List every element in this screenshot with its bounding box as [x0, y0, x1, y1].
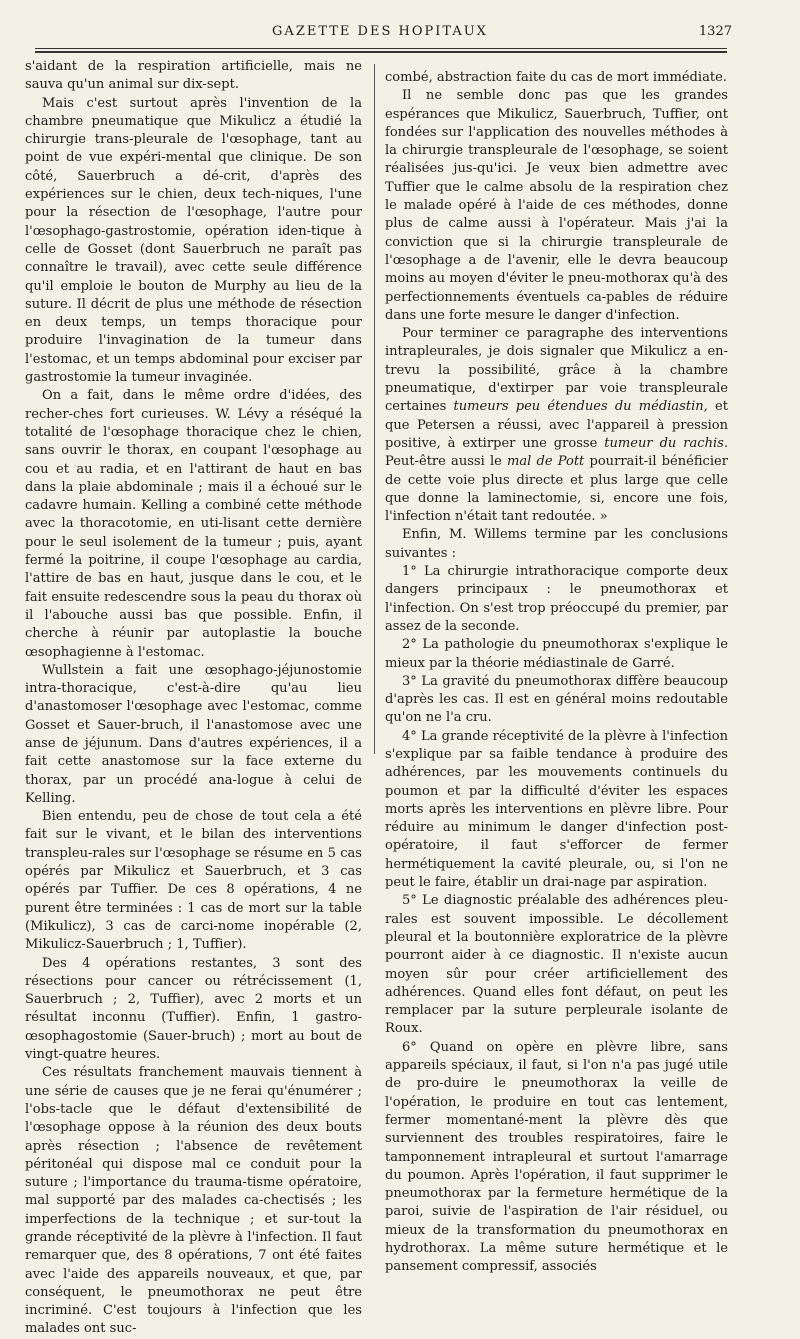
conclusion-item: 4° La grande réceptivité de la plèvre à l'infection s'explique par sa faible tendance à produire des adhérences, par les mouvements continuels du poumon et par la difficulté d'éviter les espaces morts après les interventions en plèvre libre. Pour réduire au minimum le danger d'infection post-opératoire, il faut s'efforcer de fermer hermétiquement la cavité pleurale, ou, si l'on ne peut le faire, établir un drai-nage par aspiration. [385, 728, 728, 891]
header-rule-thin [35, 48, 727, 49]
paragraph: On a fait, dans le même ordre d'idées, des recher-ches fort curieuses. W. Lévy a réséqué la totalité de l'œsophage thoracique chez le chien, sans ouvrir le thorax, en coupant l'œsophage au cou et au radia, et en l'attirant de haut en bas dans la plaie abdominale ; mais il a échoué sur le cadavre humain. Kelling a combiné cette méthode avec la thoracotomie, en uti-lisant cette dernière pour le seul isolement de la tumeur ; puis, ayant fermé la poitrine, il coupe l'œsophage au cardia, l'attire de bas en haut, jusque dans le cou, et le fait ensuite redescendre sous la peau du thorax où il l'abouche aussi bas que possible. Enfin, il cherche à réunir par autoplastie la bouche œsophagienne à l'estomac. [25, 388, 362, 660]
paragraph: Ces résultats franchement mauvais tiennent à une série de causes que je ne ferai qu'énumérer ; l'obs-tacle que le défaut d'extensibilité de l'œsophage oppose à la réunion des deux bouts après résection ; l'absence de revêtement péritonéal qui dispose mal ce conduit pour la suture ; l'importance du trauma-tisme opératoire, mal supporté par des malades ca-chectisés ; les imperfections de la technique ; et sur-tout la grande réceptivité de la plèvre à l'infection. Il faut remarquer que, des 8 opérations, 7 ont été faites avec l'aide des appareils nouveaux, et que, par conséquent, le pneumothorax ne peut être incriminé. C'est toujours à l'infection que les malades ont suc- [25, 1065, 362, 1337]
text-run: Peut-être aussi le [385, 454, 507, 470]
conclusion-item: 6° Quand on opère en plèvre libre, sans appareils spéciaux, il faut, si l'on n'a pas jugé utile de pro-duire le pneumothorax la veille de l'opération, le produire en tout cas lentement, fermer momentané-ment la plèvre dès que surviennent des troubles respiratoires, faire le tamponnement intrapleural et surtout l'amarrage du poumon. Après l'opération, il faut supprimer le pneumothorax par la fermeture hermétique de la paroi, suivie de l'aspiration de l'air résiduel, ou mieux de la transformation du pneumothorax en hydrothorax. La même suture hermétique et le pansement compressif, associés [385, 1039, 728, 1275]
running-title: GAZETTE DES HOPITAUX [272, 24, 488, 39]
paragraph: s'aidant de la respiration artificielle, mais ne sauva qu'un animal sur dix-sept. [25, 59, 362, 93]
text-run: pourrait-il bénéficier de cette voie plus directe et plus large que celle que donne la laminectomie, si, encore une fois, l'infection n'était tant redoutée. » [385, 454, 728, 525]
right-column [385, 69, 728, 1277]
italic-text: tumeur du rachis. [604, 435, 728, 451]
paragraph: Enfin, M. Willems termine par les conclusions suivantes : [385, 527, 728, 561]
page-number: 1327 [698, 24, 732, 39]
left-column [25, 58, 362, 1339]
conclusion-item: 3° La gravité du pneumothorax diffère beaucoup d'après les cas. Il est en général moins redoutable qu'on ne l'a cru. [385, 673, 728, 726]
paragraph: Il ne semble donc pas que les grandes espérances que Mikulicz, Sauerbruch, Tuffier, ont fondées sur l'application des nouvelles méthodes à la chirurgie transpleurale de l'œsophage, se soient réalisées jus-qu'ici. Je veux bien admettre avec Tuffier que le calme absolu de la respiration chez le malade opéré à l'aide de ces méthodes, donne plus de calme aussi à l'opérateur. Mais j'ai la conviction que si la chirurgie transpleurale de l'œsophage a de l'avenir, elle le devra beaucoup moins au moyen d'éviter le pneu-mothorax qu'à des perfectionnements éventuels ca-pables de réduire dans une forte mesure le danger d'infection. [385, 88, 728, 323]
column-divider [374, 64, 375, 754]
conclusion-item: 5° Le diagnostic préalable des adhérences pleu-rales est souvent impossible. Le décollement pleural et la boutonnière exploratrice de la plèvre pourront aider à ce diagnostic. Il n'existe aucun moyen sûr pour créer artificiellement des adhérences. Quand elles font défaut, on peut les remplacer par la suture perpleurale isolante de Roux. [385, 893, 728, 1037]
paragraph: Wullstein a fait une œsophago-jéjunostomie intra-thoracique, c'est-à-dire qu'au lieu d'anastomoser l'œsophage avec l'estomac, comme Gosset et Sauer-bruch, il l'anastomose avec une anse de jéjunum. Dans d'autres expériences, il a fait cette anastomose sur la face externe du thorax, par un procédé ana-logue à celui de Kelling. [25, 662, 362, 806]
paragraph [385, 325, 728, 526]
conclusion-item: 1° La chirurgie intrathoracique comporte deux dangers principaux : le pneumothorax et l'infection. On s'est trop préoccupé du premier, par assez de la seconde. [385, 564, 728, 634]
text-run: Pour terminer ce paragraphe des interventions intrapleurales, je dois signaler que Mikulicz a en-trevu la possibilité, grâce à la chambre pneumatique, d'extirper par voie transpleurale certaines [385, 326, 728, 415]
paragraph: Des 4 opérations restantes, 3 sont des résections pour cancer ou rétrécissement (1, Sauerbruch ; 2, Tuffier), avec 2 morts et un résultat inconnu (Tuffier). Enfin, 1 gastro-œsophagostomie (Sauer-bruch) ; mort au bout de vingt-quatre heures. [25, 955, 362, 1063]
page-header [30, 22, 730, 42]
paragraph: combé, abstraction faite du cas de mort immédiate. [385, 70, 727, 85]
paragraph: Bien entendu, peu de chose de tout cela a été fait sur le vivant, et le bilan des interventions transpleu-rales sur l'œsophage se résume en 5 cas opérés par Mikulicz et Sauerbruch, et 3 cas opérés par Tuffier. De ces 8 opérations, 4 ne purent être terminées : 1 cas de mort sur la table (Mikulicz), 3 cas de carci-nome inopérable (2, Mikulicz-Sauerbruch ; 1, Tuffier). [25, 809, 362, 953]
text-run: et que Petersen a réussi, avec l'appareil à pression positive, à extirper une grosse [385, 399, 728, 451]
paragraph: Mais c'est surtout après l'invention de la chambre pneumatique que Mikulicz a étudié la chirurgie trans-pleurale de l'œsophage, tant au point de vue expéri-mental que clinique. De son côté, Sauerbruch a dé-crit, d'après des expériences sur le chien, deux tech-niques, l'une pour la résection de l'œsophage, l'autre pour l'œsophago-gastrostomie, opération iden-tique à celle de Gosset (dont Sauerbruch ne paraît pas connaître le travail), avec cette seule différence qu'il emploie le bouton de Murphy au lieu de la suture. Il décrit de plus une méthode de résection en deux temps, un temps thoracique pour produire l'invagination de la tumeur dans l'estomac, et un temps abdominal pour exciser par gastrostomie la tumeur invaginée. [25, 95, 362, 386]
conclusion-item: 2° La pathologie du pneumothorax s'explique le mieux par la théorie médiastinale de Garré. [385, 637, 728, 671]
italic-text: mal de Pott [507, 454, 585, 470]
header-rule-thick [35, 51, 727, 53]
italic-text: tumeurs peu étendues du médiastin, [453, 399, 708, 415]
